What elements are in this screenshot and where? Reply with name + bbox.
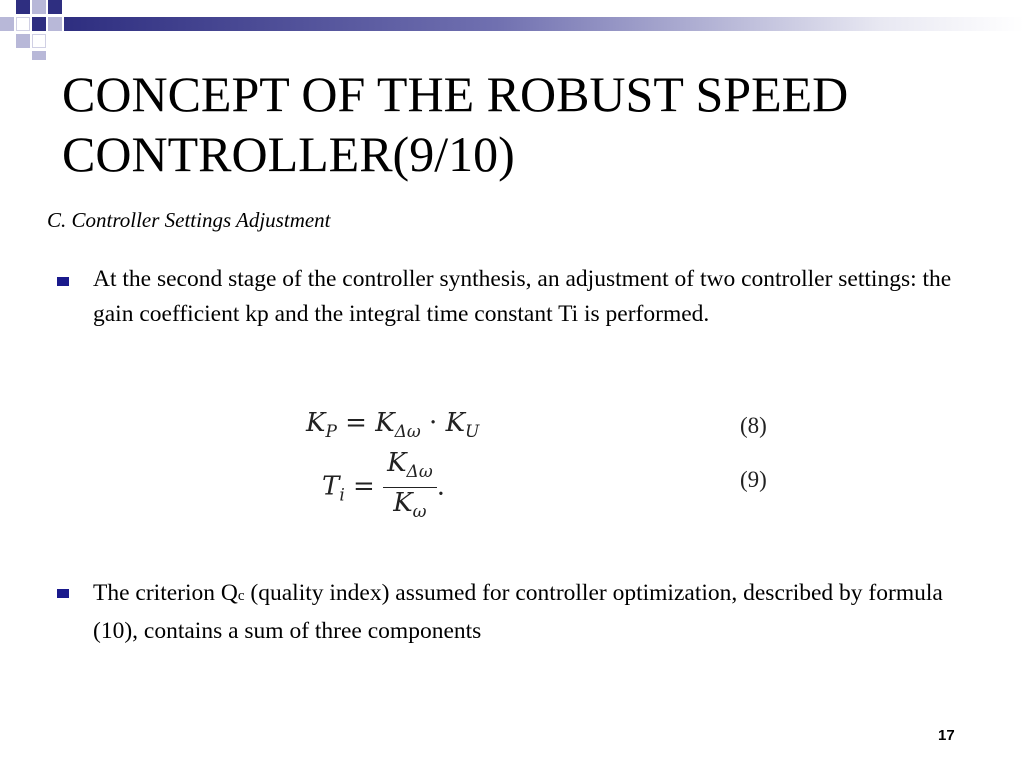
equation-8-number: (8) (740, 413, 767, 438)
decoration-square (16, 0, 30, 14)
header-gradient-bar (64, 17, 1024, 31)
decoration-square (16, 17, 30, 31)
decoration-square (32, 17, 46, 31)
equation-9-number: (9) (740, 467, 767, 492)
decoration-square (32, 0, 46, 14)
section-subtitle: C. Controller Settings Adjustment (47, 208, 331, 232)
decoration-square (32, 34, 46, 48)
decoration-square (0, 17, 14, 31)
bullet-text-2: The criterion Qc (quality index) assumed for controller optimization, described by formula (10), contains a sum of three components (93, 580, 943, 644)
fraction: $\frac{K_{\Delta\omega}}{K_\omega}$ (383, 448, 437, 527)
bullet-icon (57, 589, 69, 598)
equation-8: $K_P = K_{\Delta\omega} \cdot K_U$ (306, 408, 480, 442)
header-decoration (0, 0, 1024, 60)
decoration-square (48, 17, 62, 31)
decoration-square (32, 51, 46, 60)
bullet-text-1: At the second stage of the controller synthesis, an adjustment of two controller settings: the gain coefficient kp and the integral time constant Ti is performed. (93, 266, 952, 327)
slide-title: CONCEPT OF THE ROBUST SPEED CONTROLLER(9/10) (62, 66, 849, 182)
equation-9: $T_i$ = $\frac{K_{\Delta\omega}}{K_\omega}$ . (322, 448, 445, 527)
decoration-square (48, 0, 62, 14)
bullet-icon (57, 277, 69, 286)
decoration-square (16, 34, 30, 48)
page-number: 17 (938, 727, 955, 744)
